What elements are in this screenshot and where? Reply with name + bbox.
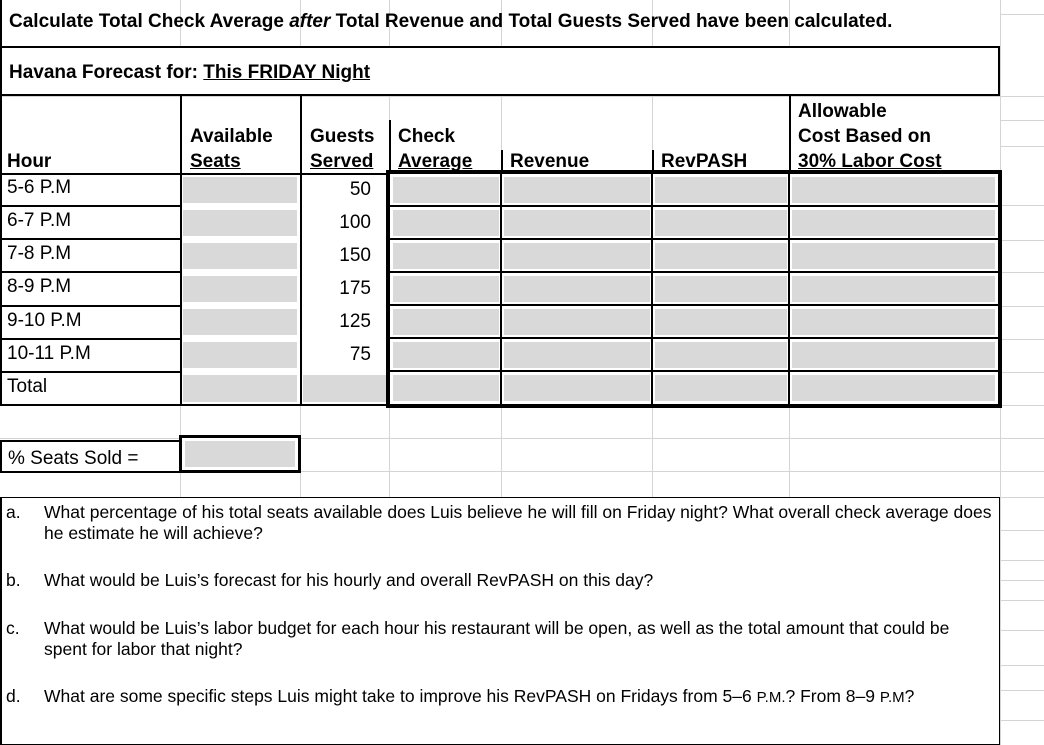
available-seats-cell[interactable] (183, 309, 297, 335)
header-available-seats-line1: Available (190, 126, 273, 147)
check-average-cell[interactable] (393, 276, 499, 302)
question-letter: d. (6, 686, 21, 706)
title-emphasis: after (289, 11, 331, 32)
question-text-part: ? (904, 686, 915, 706)
revpash-cell[interactable] (655, 276, 787, 302)
header-guests-served (310, 124, 374, 174)
row-hour-label: 8-9 P.M (7, 276, 72, 297)
header-hour: Hour (7, 151, 52, 172)
question-letter: c. (6, 618, 20, 638)
allowable-cost-cell[interactable] (792, 177, 995, 203)
allowable-cost-total-cell[interactable] (792, 375, 995, 401)
question-text: What percentage of his total seats available does Luis believe he will fill on Friday night? What overall check average does he estimate he will achieve? (44, 502, 992, 543)
row-hour-label: 9-10 P.M (7, 310, 82, 331)
row-hour-label: 10-11 P.M (7, 343, 91, 364)
revpash-cell[interactable] (655, 243, 787, 269)
header-check-average-line1: Check (398, 126, 456, 147)
header-allowable-line2: Cost Based on (798, 126, 932, 147)
revenue-cell[interactable] (504, 210, 650, 236)
forecast-value: This FRIDAY Night (203, 62, 371, 83)
allowable-cost-cell[interactable] (792, 342, 995, 368)
header-allowable-line1: Allowable (798, 101, 887, 122)
allowable-cost-cell[interactable] (792, 210, 995, 236)
check-average-cell[interactable] (393, 210, 499, 236)
row-hour-label: 6-7 P.M (7, 210, 72, 231)
revpash-cell[interactable] (655, 342, 787, 368)
allowable-cost-cell[interactable] (792, 276, 995, 302)
available-seats-cell[interactable] (183, 210, 297, 236)
header-check-average-line2: Average (398, 151, 473, 172)
header-guests-served-line1: Guests (310, 126, 375, 147)
available-seats-cell[interactable] (183, 342, 297, 368)
guests-served-total-cell[interactable] (303, 375, 386, 402)
guests-served-value: 50 (349, 179, 371, 200)
output-block (386, 170, 1002, 408)
title-text-after: Total Revenue and Total Guests Served have been calculated. (330, 11, 893, 32)
row-hour-label: 7-8 P.M (7, 243, 72, 264)
check-average-cell[interactable] (393, 342, 499, 368)
header-guests-served-line2: Served (310, 151, 374, 172)
check-average-total-cell[interactable] (393, 375, 499, 401)
header-allowable-cost (798, 99, 942, 174)
total-row-label: Total (7, 376, 48, 397)
allowable-cost-cell[interactable] (792, 309, 995, 335)
available-seats-cell[interactable] (183, 243, 297, 269)
question-text: What would be Luis’s forecast for his hourly and overall RevPASH on this day? (44, 570, 654, 590)
seats-sold-box (179, 435, 301, 473)
revenue-total-cell[interactable] (504, 375, 650, 401)
header-check-average (398, 124, 472, 174)
question-time-suffix: P.M. (756, 689, 786, 706)
revenue-cell[interactable] (504, 177, 650, 203)
revenue-cell[interactable] (504, 342, 650, 368)
allowable-cost-cell[interactable] (792, 243, 995, 269)
header-available-seats (190, 124, 273, 174)
revpash-cell[interactable] (655, 210, 787, 236)
revenue-cell[interactable] (504, 243, 650, 269)
questions-box (0, 497, 1000, 745)
question-time-suffix: P.M (879, 689, 905, 706)
check-average-cell[interactable] (393, 309, 499, 335)
header-available-seats-line2: Seats (190, 151, 241, 172)
available-seats-total-cell[interactable] (183, 375, 297, 402)
forecast-label: Havana Forecast for: (9, 62, 204, 83)
header-revpash: RevPASH (661, 151, 748, 172)
question-text-part: What are some specific steps Luis might take to improve his RevPASH on Fridays from 5–6 (44, 686, 757, 706)
header-revenue: Revenue (510, 151, 590, 172)
seats-sold-cell[interactable] (185, 441, 295, 467)
revpash-total-cell[interactable] (655, 375, 787, 401)
title-text-before: Calculate Total Check Average (9, 11, 290, 32)
guests-served-value: 125 (339, 311, 371, 332)
guests-served-value: 75 (349, 344, 371, 365)
check-average-cell[interactable] (393, 177, 499, 203)
guests-served-value: 175 (339, 278, 371, 299)
question-text (44, 686, 994, 708)
question-letter: a. (6, 502, 21, 522)
forecast-header (0, 46, 1000, 96)
question-text: What would be Luis’s labor budget for each hour his restaurant will be open, as well as the total amount that could be spent for labor that night? (44, 618, 950, 659)
row-hour-label: 5-6 P.M (7, 177, 72, 198)
seats-sold-label: % Seats Sold = (0, 440, 181, 473)
available-seats-cell[interactable] (183, 177, 297, 203)
guests-served-value: 100 (339, 212, 371, 233)
revpash-cell[interactable] (655, 177, 787, 203)
revenue-cell[interactable] (504, 309, 650, 335)
available-seats-cell[interactable] (183, 276, 297, 302)
check-average-cell[interactable] (393, 243, 499, 269)
revpash-cell[interactable] (655, 309, 787, 335)
question-letter: b. (6, 570, 21, 590)
revenue-cell[interactable] (504, 276, 650, 302)
page-title (0, 0, 1044, 46)
header-allowable-line3: 30% Labor Cost (798, 151, 942, 172)
question-text-part: ? From 8–9 (785, 686, 880, 706)
guests-served-value: 150 (339, 245, 371, 266)
